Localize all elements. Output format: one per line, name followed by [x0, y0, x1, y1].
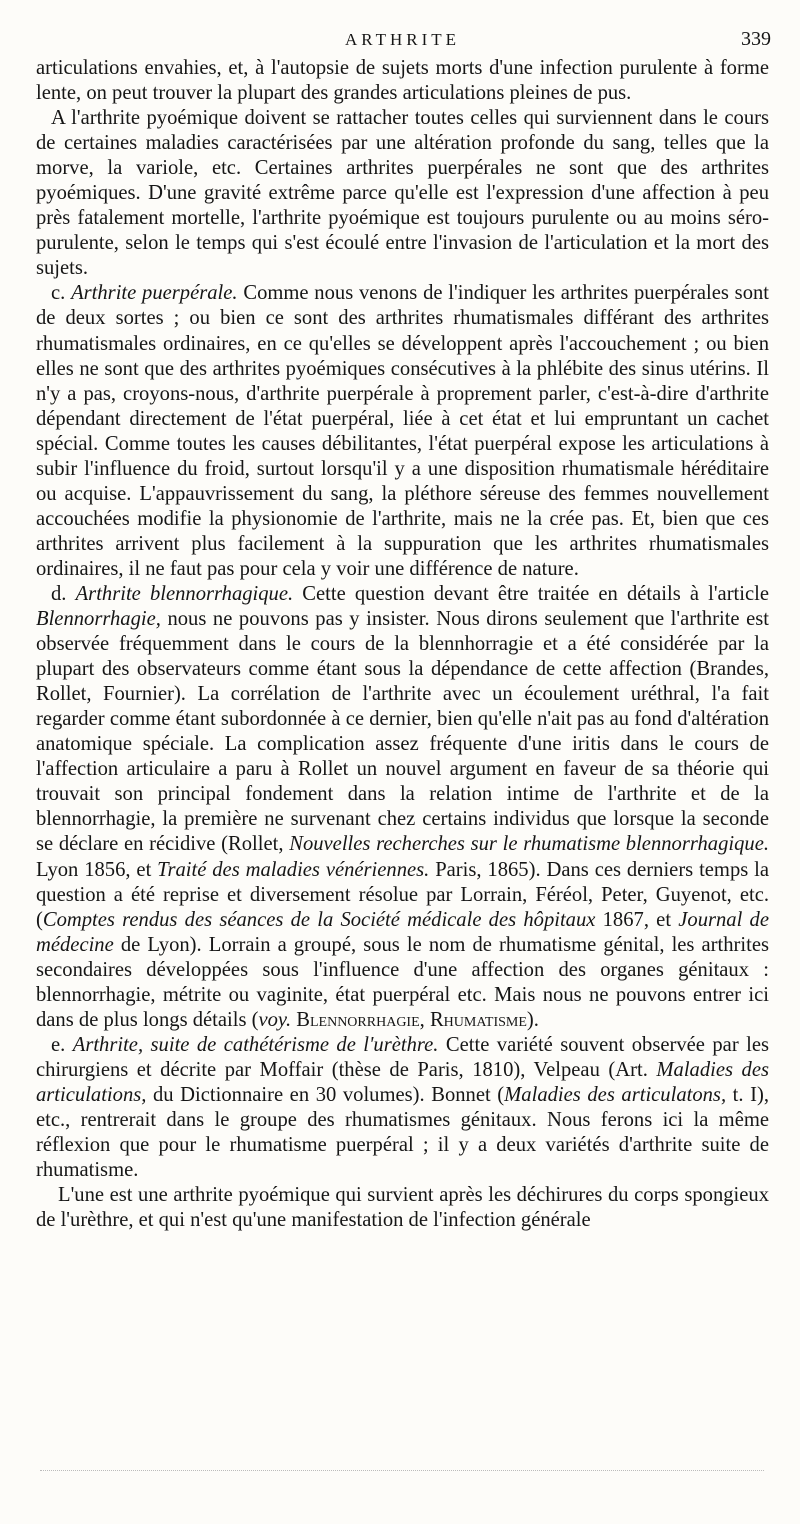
italic-text: voy. [258, 1008, 292, 1031]
paragraph-continuation [36, 56, 769, 106]
italic-text: Blennorrhagie, [36, 608, 161, 631]
paragraph-arthrite-blennorrhagique [36, 582, 769, 1033]
text-run: c. [51, 282, 72, 305]
text-run: ). [526, 1008, 539, 1031]
page-body [36, 56, 769, 1233]
italic-text: Comptes rendus des séances de la Société médicale des hôpitaux [42, 908, 596, 931]
italic-text: Journal de médecine [36, 908, 769, 956]
text-run: d. [51, 582, 76, 605]
book-page [36, 26, 769, 1233]
running-title: ARTHRITE [344, 30, 461, 49]
smallcaps-text: Blennorrhagie, Rhumatisme [296, 1008, 527, 1031]
paragraph-arthrite-puerperale [36, 281, 769, 582]
italic-text: Nouvelles recherches sur le rhumatisme blennorrhagique. [289, 833, 769, 856]
italic-text: Traité des maladies vénériennes. [157, 858, 430, 881]
italic-text: Arthrite, suite de cathétérisme de l'urèthre. [72, 1033, 439, 1056]
running-header [36, 26, 769, 56]
paragraph-arthrite-pyoemique-urethre [36, 1183, 769, 1233]
text-run: Comme nous venons de l'indiquer les arthrites puerpérales sont de deux sortes ; ou bien ce sont des arthrites rhumatismales différant des arthrites rhumatismales ordinaires, en ce qu'elles se développent après l'accouchement ; ou bien elles ne sont que des arthrites pyoémiques consécutives à la phlébite des sinus utérins. Il n'y a pas, croyons-nous, d'arthrite puerpérale à proprement parler, c'est-à-dire d'arthrite dépendant directement de l'état puerpéral, liée à cet état et lui empruntant un cachet spécial. Comme toutes les causes débilitantes, l'état puerpéral expose les articulations à subir l'influence du froid, surtout lorsqu'il y a une disposition rhumatismale héréditaire ou acquise. L'appauvrissement du sang, la pléthore séreuse des femmes nouvellement accouchées modifie la physionomie de l'arthrite, mais ne la crée pas. Et, bien que ces arthrites arrivent plus facilement à la suppuration que les arthrites rhumatismales ordinaires, il ne faut pas pour cela y voir une différence de nature. [36, 282, 770, 580]
footer-divider [40, 1470, 764, 1471]
text-run: Cette question devant être traitée en détails à l'article [293, 582, 770, 605]
text-run: Lyon 1856, et [36, 858, 158, 881]
paragraph-arthrite-catheterisme [36, 1033, 769, 1183]
text-run: Cette variété souvent observée par les chirurgiens et décrite par Moffair (thèse de Paris, 1810), Velpeau (Art. [36, 1033, 769, 1081]
text-run: Paris, 1865). Dans ces derniers temps la question a été reprise et diversement résolue par Lorrain, Féréol, Peter, Guyenot, etc. ( [36, 858, 769, 931]
text-run: e. [51, 1033, 73, 1056]
text-run: nous ne pouvons pas y insister. Nous dirons seulement que l'arthrite est observée fréquemment dans le cours de la blennhorragie et a été considérée par la plupart des observateurs comme étant sous la dépendance de cette affection (Brandes, Rollet, Fournier). La corrélation de l'arthrite avec un écoulement uréthral, l'a fait regarder comme étant subordonnée à ce dernier, bien qu'elle n'ait pas au fond d'altération anatomique spéciale. La complication assez fréquente d'une iritis dans le cours de l'affection articulaire a paru à Rollet un nouvel argument en faveur de sa théorie qui trouvait son principal fondement dans la relation intime de l'arthrite et de la blennorrhagie, la première ne survenant chez certains individus que lorsque la seconde se déclare en récidive (Rollet, [36, 608, 769, 856]
italic-text: Maladies des articulations, [36, 1058, 769, 1106]
italic-text: Arthrite blennorrhagique. [75, 582, 294, 605]
text-run: 1867, et [595, 908, 679, 931]
text-run: A l'arthrite pyoémique doivent se rattacher toutes celles qui surviennent dans le cours de certaines maladies caractérisées par une altération profonde du sang, telles que la morve, la variole, etc. Certaines arthrites puerpérales ne sont que des arthrites pyoémiques. D'une gravité extrême parce qu'elle est l'expression d'une affection à peu près fatalement mortelle, l'arthrite pyoémique est toujours purulente ou au moins séro-purulente, selon le temps qui s'est écoulé entre l'invasion de l'articulation et la mort des sujets. [36, 107, 769, 280]
text-run: L'une est une arthrite pyoémique qui survient après les déchirures du corps spongieux de l'urèthre, et qui n'est qu'une manifestation de l'infection générale [36, 1184, 769, 1232]
text-run: t. I), etc., rentrerait dans le groupe des rhumatismes génitaux. Nous ferons ici la même réflexion que pour le rhumatisme puerpéral ; il y a deux variétés d'arthrite suite de rhumatisme. [36, 1083, 769, 1182]
italic-text: Arthrite puerpérale. [71, 282, 238, 305]
text-run: articulations envahies, et, à l'autopsie de sujets morts d'une infection purulente à forme lente, on peut trouver la plupart des grandes articulations pleines de pus. [36, 57, 769, 105]
italic-text: Maladies des articulatons, [504, 1083, 727, 1106]
page-number: 339 [741, 28, 771, 50]
text-run: du Dictionnaire en 30 volumes). Bonnet ( [146, 1083, 505, 1106]
paragraph-arthrite-pyoemique [36, 106, 769, 281]
text-run: de Lyon). Lorrain a groupé, sous le nom de rhumatisme génital, les arthrites secondaires développées sous l'influence d'une affection des organes génitaux : blennorrhagie, métrite ou vaginite, état puerpéral etc. Mais nous ne pouvons entrer ici dans de plus longs détails ( [36, 933, 769, 1031]
